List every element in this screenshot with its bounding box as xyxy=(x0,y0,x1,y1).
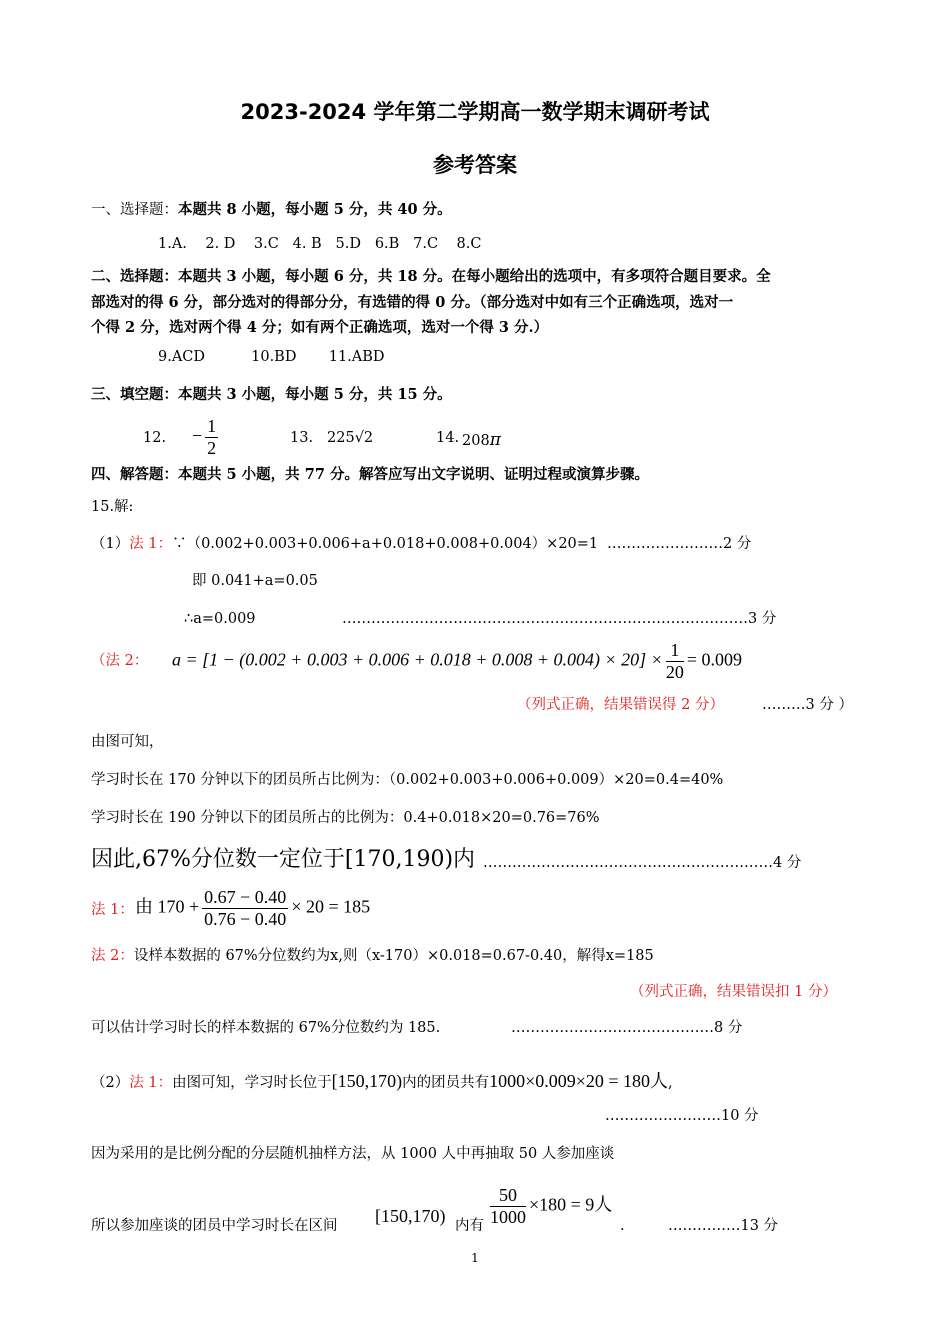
note-2-points: （列式正确，结果错误得 2 分） xyxy=(517,697,724,713)
score-8: ……………………………………8 分 xyxy=(511,1020,743,1036)
q12-denominator: 2 xyxy=(207,437,217,458)
q13-radical: √2 xyxy=(354,430,374,446)
from-figure: 由图可知， xyxy=(91,734,164,750)
q15-label: 15.解: xyxy=(91,499,134,515)
q13-value: 225 xyxy=(327,430,355,446)
final-fraction xyxy=(490,1185,526,1227)
section1-heading-bold: 本题共 8 小题，每小题 5 分，共 40 分。 xyxy=(178,201,452,218)
final-tail: ×180 = 9人 xyxy=(529,1194,613,1215)
final-interval: [150,170) xyxy=(375,1206,446,1226)
part2-line xyxy=(91,1071,673,1093)
score-3-alt: ………3 分 ） xyxy=(762,697,853,713)
part2-method1: 法 1： xyxy=(129,1075,173,1091)
score-3: …………………………………………………………………………3 分 xyxy=(342,611,777,627)
part2-text2: 内的团员共有 xyxy=(402,1075,490,1091)
q12-fraction xyxy=(205,416,218,458)
m1-label xyxy=(91,902,134,919)
section1-answers: 1.A. 2. D 3.C 4. B 5.D 6.B 7.C 8.C xyxy=(158,236,482,252)
final-numerator: 50 xyxy=(490,1185,526,1207)
q14-value: 208 xyxy=(462,433,490,449)
method2-label: （法 2： xyxy=(91,653,149,669)
estimate-line: 可以估计学习时长的样本数据的 67%分位数约为 185. xyxy=(91,1020,441,1036)
m1-method-label: 法 1： xyxy=(91,902,134,918)
method2-fraction xyxy=(666,640,684,682)
ji-line: 即 0.041+a=0.05 xyxy=(192,573,318,589)
q12-numerator: 1 xyxy=(207,416,217,436)
section1-heading xyxy=(91,201,452,219)
section4-heading: 四、解答题：本题共 5 小题，共 77 分。解答应写出文字说明、证明过程或演算步骤。 xyxy=(91,466,649,483)
m1-numerator: 0.67 − 0.40 xyxy=(204,887,287,907)
section2-answers: 9.ACD 10.BD 11.ABD xyxy=(158,349,385,365)
m1-formula xyxy=(135,887,370,929)
method2-expression: a = [1 − (0.002 + 0.003 + 0.006 + 0.018 + 0.008 + 0.004) × 20] × xyxy=(172,649,663,670)
method2-formula xyxy=(172,640,742,682)
page-number: 1 xyxy=(471,1251,479,1265)
q13-label: 13. xyxy=(290,430,314,446)
section3-heading: 三、填空题：本题共 3 小题，每小题 5 分，共 15 分。 xyxy=(91,386,452,403)
part2-calc: 1000×0.009×20 = 180人 xyxy=(489,1071,669,1091)
m2-text: 设样本数据的 67%分位数约为x,则（x-170）×0.018=0.67-0.40，解得x=185 xyxy=(133,948,654,964)
note-minus-1: （列式正确，结果错误扣 1 分） xyxy=(630,984,837,1000)
section2-line2: 部选对的得 6 分，部分选对的得部分分，有选错的得 0 分。（部分选对中如有三个正确选项，选对一 xyxy=(91,294,734,311)
part1-method1: 法 1： xyxy=(129,536,173,552)
section1-heading-prefix: 一、选择题： xyxy=(91,202,178,218)
final-period: . xyxy=(620,1218,625,1234)
m1-prefix: 由 170 + xyxy=(135,896,200,917)
final-denominator: 1000 xyxy=(490,1206,526,1227)
page-title: 2023-2024 学年第二学期高一数学期末调研考试 xyxy=(240,100,710,124)
section2-line3: 个得 2 分，选对两个得 4 分；如有两个正确选项，选对一个得 3 分.） xyxy=(91,319,549,336)
q14-answer xyxy=(462,430,501,450)
m2-method-label: 法 2： xyxy=(91,948,134,964)
q12-label: 12. xyxy=(143,430,167,446)
section2-line1: 二、选择题：本题共 3 小题，每小题 6 分，共 18 分。在每小题给出的选项中，有多项符合题目要求。全 xyxy=(91,268,771,285)
part1-label: （1） xyxy=(91,536,130,552)
ratio-190: 学习时长在 190 分钟以下的团员所占的比例为：0.4+0.018×20=0.76=76% xyxy=(91,810,600,826)
m2-line xyxy=(91,948,654,965)
q12-sign: − xyxy=(192,425,203,446)
q13-answer xyxy=(327,430,373,447)
final-text2: 内有 xyxy=(455,1218,484,1234)
method2-result: = 0.009 xyxy=(686,649,742,670)
q12-answer xyxy=(192,416,221,458)
part2-comma: , xyxy=(668,1075,673,1091)
conclusion-line: 因此,67%分位数一定位于[170,190)内 xyxy=(91,847,476,872)
method2-numerator: 1 xyxy=(666,640,684,662)
part1-because: ∵（0.002+0.003+0.006+a+0.018+0.008+0.004）×20=1 xyxy=(172,536,599,552)
q14-pi: π xyxy=(489,430,501,450)
part2-text1: 由图可知，学习时长位于 xyxy=(172,1075,332,1091)
score-13: ……………13 分 xyxy=(668,1218,779,1234)
method2-denominator: 20 xyxy=(665,661,684,682)
score-4: ……………………………………………………4 分 xyxy=(483,855,802,871)
part2-interval: [150,170) xyxy=(331,1071,403,1091)
q14-label: 14. xyxy=(436,430,460,446)
final-formula xyxy=(487,1185,612,1227)
score-2: ……………………2 分 xyxy=(607,536,752,552)
final-text1: 所以参加座谈的团员中学习时长在区间 xyxy=(91,1218,338,1234)
score-10: ……………………10 分 xyxy=(605,1108,759,1124)
m1-tail: × 20 = 185 xyxy=(291,896,371,917)
ratio-170: 学习时长在 170 分钟以下的团员所占比例为：（0.002+0.003+0.006+0.009）×20=0.4=40% xyxy=(91,772,724,788)
part1-line xyxy=(91,536,598,553)
part2-label: （2） xyxy=(91,1075,130,1091)
final-line-text xyxy=(91,1218,338,1235)
page-subtitle: 参考答案 xyxy=(433,153,517,177)
m1-fraction xyxy=(202,887,288,929)
stratified-line: 因为采用的是比例分配的分层随机抽样方法，从 1000 人中再抽取 50 人参加座谈 xyxy=(91,1146,615,1162)
therefore-line: ∴a=0.009 xyxy=(184,611,256,627)
m1-denominator: 0.76 − 0.40 xyxy=(204,908,287,929)
